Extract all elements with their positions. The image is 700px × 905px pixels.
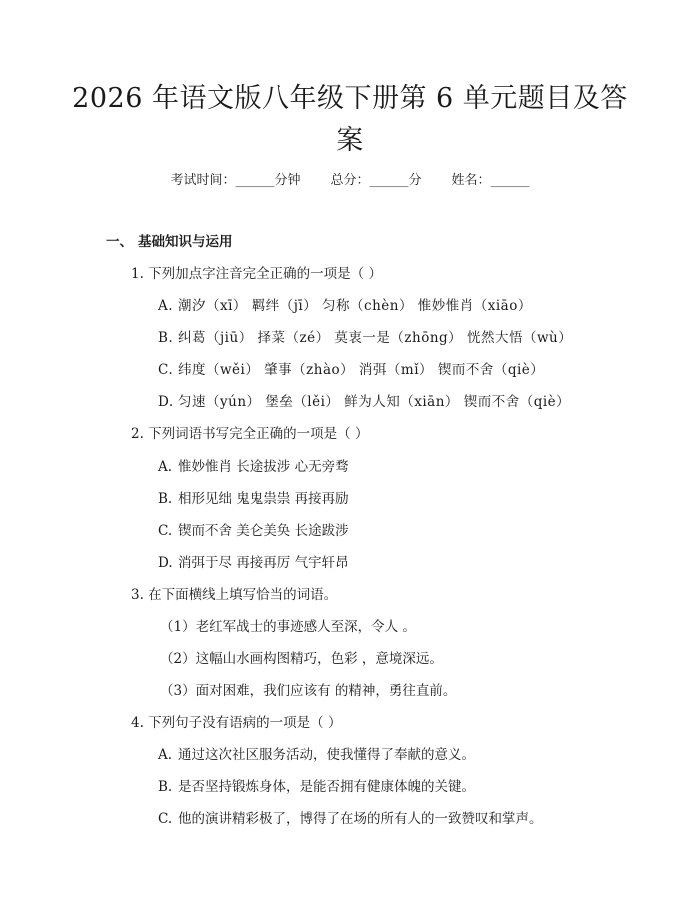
- question-1-option-a: [158, 294, 532, 314]
- question-2-option-d: [158, 551, 349, 571]
- question-2-stem: 2. 下列词语书写完全正确的一项是（ ）: [131, 426, 369, 442]
- section-heading: [106, 230, 233, 250]
- question-4-option-c: [158, 807, 543, 827]
- option-label: B.: [158, 330, 174, 346]
- option-label: C.: [158, 811, 173, 827]
- question-3-item-3: （3）面对困难，我们应该有 的精神，勇往直前。: [160, 683, 457, 699]
- option-text: 锲而不舍 美仑美奂 长途跋涉: [178, 523, 349, 539]
- question-1-stem: 1. 下列加点字注音完全正确的一项是（ ）: [131, 266, 382, 282]
- title-line-2: 案: [336, 125, 364, 156]
- option-text: 纠葛（jiū） 择菜（zé） 莫衷一是（zhōng） 恍然大悟（wù）: [178, 330, 573, 346]
- option-label: A.: [158, 298, 174, 314]
- question-2-option-b: [158, 487, 349, 507]
- option-text: 纬度（wěi） 肇事（zhào） 消弭（mǐ） 锲而不舍（qiè）: [178, 362, 545, 378]
- question-1-option-c: [158, 358, 544, 378]
- question-1-option-d: [158, 390, 570, 410]
- section-title: 基础知识与运用: [138, 234, 233, 250]
- option-label: A.: [158, 459, 173, 475]
- exam-time-field: 考试时间：______分钟: [170, 173, 301, 188]
- option-text: 是否坚持锻炼身体，是能否拥有健康体魄的关键。: [178, 779, 475, 795]
- question-3-stem: 3. 在下面横线上填写恰当的词语。: [131, 587, 338, 603]
- total-score-field: 总分：______分: [330, 173, 422, 188]
- option-label: A.: [158, 747, 173, 763]
- option-label: B.: [158, 491, 173, 507]
- option-label: D.: [158, 394, 174, 410]
- question-4-option-b: [158, 775, 475, 795]
- option-label: B.: [158, 779, 173, 795]
- question-4-option-a: [158, 743, 475, 763]
- question-3-item-1: （1）老红军战士的事迹感人至深，令人 。: [160, 619, 416, 635]
- option-text: 惟妙惟肖 长途拔涉 心无旁骛: [178, 459, 349, 475]
- option-label: C.: [158, 523, 173, 539]
- title-line-1: 2026 年语文版八年级下册第 6 单元题目及答: [72, 83, 628, 114]
- option-text: 消弭于尽 再接再厉 气宇轩昂: [178, 555, 349, 571]
- option-text: 匀速（yún） 堡垒（lěi） 鲜为人知（xiān） 锲而不舍（qiè）: [178, 394, 571, 410]
- exam-meta: [0, 169, 700, 188]
- option-text: 通过这次社区服务活动，使我懂得了奉献的意义。: [178, 747, 475, 763]
- option-label: C.: [158, 362, 174, 378]
- option-label: D.: [158, 555, 173, 571]
- question-2-option-c: [158, 519, 349, 539]
- page-title: [60, 78, 640, 162]
- option-text: 潮汐（xī） 羁绊（jī） 匀称（chèn） 惟妙惟肖（xiāo）: [178, 298, 532, 314]
- question-2-option-a: [158, 455, 349, 475]
- student-name-field: 姓名：______: [451, 173, 530, 188]
- option-text: 他的演讲精彩极了，博得了在场的所有人的一致赞叹和掌声。: [178, 811, 543, 827]
- question-1-option-b: [158, 326, 572, 346]
- question-3-item-2: （2）这幅山水画构图精巧，色彩 ，意境深远。: [160, 651, 443, 667]
- question-4-stem: 4. 下列句子没有语病的一项是（ ）: [131, 715, 342, 731]
- section-number: 一、: [106, 234, 133, 250]
- option-text: 相形见绌 鬼鬼祟祟 再接再励: [178, 491, 349, 507]
